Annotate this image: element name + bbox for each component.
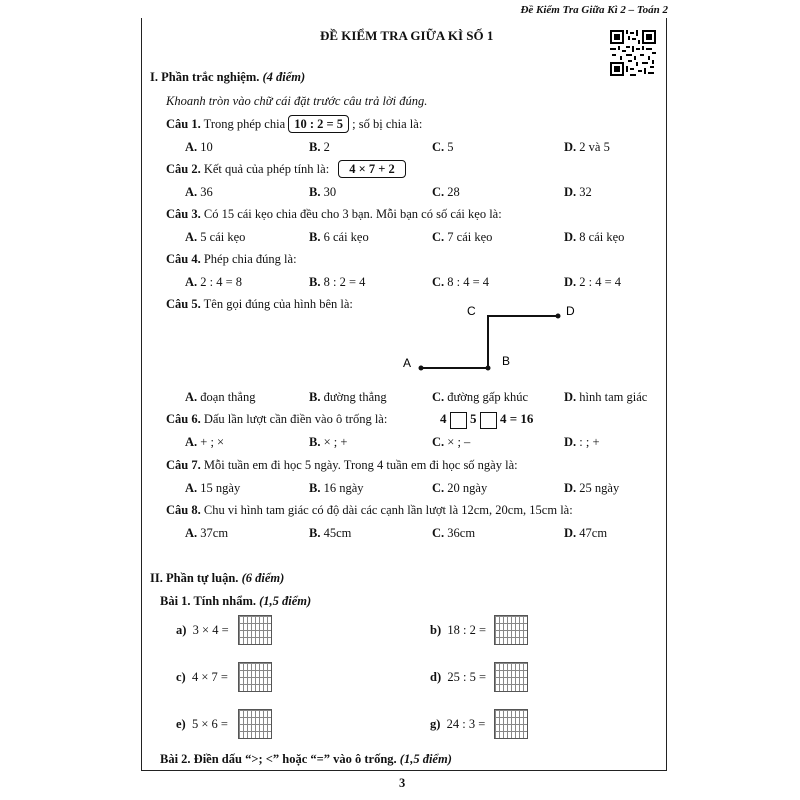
label-d: D (566, 304, 575, 318)
q2-expression: 4 × 7 + 2 (338, 160, 406, 178)
question-3: Câu 3. Có 15 cái kẹo chia đều cho 3 bạn. Mỗi bạn có số cái kẹo là: (166, 207, 502, 221)
point-d (556, 314, 561, 319)
q8-option-b[interactable]: B. 45cm (309, 526, 352, 540)
bai1-item-c: c) 4 × 7 = (176, 670, 228, 684)
answer-grid-e[interactable] (238, 709, 272, 739)
question-8: Câu 8. Chu vi hình tam giác có độ dài các cạnh lần lượt là 12cm, 20cm, 15cm là: (166, 503, 573, 517)
q6-option-d[interactable]: D. : ; + (564, 435, 600, 449)
q6-option-b[interactable]: B. × ; + (309, 435, 348, 449)
question-5: Câu 5. Tên gọi đúng của hình bên là: (166, 297, 353, 311)
q5-option-a[interactable]: A. đoạn thẳng (185, 390, 256, 404)
label-a: A (403, 356, 412, 370)
q8-option-a[interactable]: A. 37cm (185, 526, 229, 540)
bai1-item-e: e) 5 × 6 = (176, 717, 228, 731)
q6-expression: 4 5 4 = 16 (440, 411, 533, 429)
question-1: Câu 1. Trong phép chia 10 : 2 = 5 ; số bị chia là: (166, 117, 423, 131)
q2-option-d[interactable]: D. 32 (564, 185, 592, 199)
question-7: Câu 7. Mỗi tuần em đi học 5 ngày. Trong 4 tuần em đi học số ngày là: (166, 458, 518, 472)
q4-option-c[interactable]: C. 8 : 4 = 4 (432, 275, 490, 289)
blank-box-1[interactable] (450, 412, 467, 429)
page-number: 3 (399, 776, 406, 790)
q1-option-a[interactable]: A. 10 (185, 140, 213, 154)
bai1-item-d: d) 25 : 5 = (430, 670, 487, 684)
answer-grid-b[interactable] (494, 615, 528, 645)
q3-option-a[interactable]: A. 5 cái kẹo (185, 230, 246, 244)
q4-option-b[interactable]: B. 8 : 2 = 4 (309, 275, 366, 289)
part1-heading: I. Phần trắc nghiệm. (4 điểm) (150, 70, 306, 84)
bai2-heading: Bài 2. Điền dấu “>; <” hoặc “=” vào ô trống. (1,5 điểm) (160, 752, 452, 766)
q1-option-d[interactable]: D. 2 và 5 (564, 140, 610, 154)
bai1-item-b: b) 18 : 2 = (430, 623, 487, 637)
q8-option-c[interactable]: C. 36cm (432, 526, 476, 540)
part1-instruction: Khoanh tròn vào chữ cái đặt trước câu trả lời đúng. (166, 94, 428, 108)
running-header: Đề Kiểm Tra Giữa Kì 2 – Toán 2 (520, 4, 668, 16)
q1-option-c[interactable]: C. 5 (432, 140, 454, 154)
point-a (419, 366, 424, 371)
answer-grid-d[interactable] (494, 662, 528, 692)
q5-option-c[interactable]: C. đường gấp khúc (432, 390, 529, 404)
q4-option-a[interactable]: A. 2 : 4 = 8 (185, 275, 243, 289)
q2-option-a[interactable]: A. 36 (185, 185, 213, 199)
answer-grid-a[interactable] (238, 615, 272, 645)
question-6: Câu 6. Dấu lần lượt cần điền vào ô trống là: (166, 412, 388, 426)
q6-option-a[interactable]: A. + ; × (185, 435, 225, 449)
q3-option-c[interactable]: C. 7 cái kẹo (432, 230, 493, 244)
q5-option-d[interactable]: D. hình tam giác (564, 390, 648, 404)
label-c: C (467, 304, 476, 318)
q7-option-c[interactable]: C. 20 ngày (432, 481, 488, 495)
q4-option-d[interactable]: D. 2 : 4 = 4 (564, 275, 622, 289)
q1-option-b[interactable]: B. 2 (309, 140, 330, 154)
q7-option-a[interactable]: A. 15 ngày (185, 481, 241, 495)
label-b: B (502, 354, 511, 368)
bai1-heading: Bài 1. Tính nhẩm. (1,5 điểm) (160, 594, 312, 608)
bai1-item-a: a) 3 × 4 = (176, 623, 229, 637)
question-2: Câu 2. Kết quả của phép tính là: 4 × 7 + 2 (166, 162, 406, 177)
polyline-figure (395, 300, 595, 380)
answer-grid-c[interactable] (238, 662, 272, 692)
q5-option-b[interactable]: B. đường thẳng (309, 390, 387, 404)
part2-heading: II. Phần tự luận. (6 điểm) (150, 571, 285, 585)
q6-option-c[interactable]: C. × ; – (432, 435, 471, 449)
point-b (486, 366, 491, 371)
q7-option-b[interactable]: B. 16 ngày (309, 481, 364, 495)
q2-option-c[interactable]: C. 28 (432, 185, 460, 199)
q3-option-d[interactable]: D. 8 cái kẹo (564, 230, 625, 244)
blank-box-2[interactable] (480, 412, 497, 429)
qr-code-icon (610, 30, 656, 76)
answer-grid-g[interactable] (494, 709, 528, 739)
q7-option-d[interactable]: D. 25 ngày (564, 481, 620, 495)
q8-option-d[interactable]: D. 47cm (564, 526, 608, 540)
question-4: Câu 4. Phép chia đúng là: (166, 252, 297, 266)
q3-option-b[interactable]: B. 6 cái kẹo (309, 230, 369, 244)
q2-option-b[interactable]: B. 30 (309, 185, 337, 199)
bai1-item-g: g) 24 : 3 = (430, 717, 486, 731)
q1-expression: 10 : 2 = 5 (288, 115, 349, 133)
page-title: ĐỀ KIỂM TRA GIỮA KÌ SỐ 1 (320, 28, 494, 43)
